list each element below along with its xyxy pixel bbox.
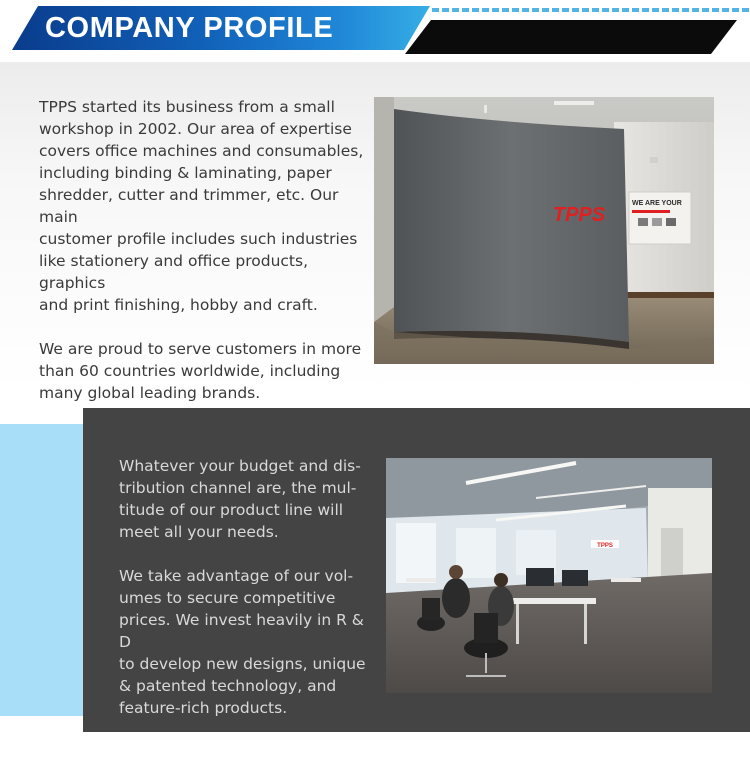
text-line: tribution channel are, the mul-: [119, 479, 357, 497]
banner-black-stripe: [405, 20, 737, 54]
lobby-photo-illustration: [374, 97, 714, 364]
intro-section: [0, 62, 750, 402]
details-text: [119, 455, 377, 719]
text-line: umes to secure competitive: [119, 589, 336, 607]
text-line: We take advantage of our vol-: [119, 567, 354, 585]
text-line: shredder, cutter and trimmer, etc. Our main: [39, 186, 339, 226]
text-line: meet all your needs.: [119, 523, 279, 541]
text-line: many global leading brands.: [39, 384, 261, 402]
office-photo: [386, 458, 712, 693]
office-wall-sign: TPPS: [597, 543, 613, 549]
text-line: prices. We invest heavily in R & D: [119, 611, 364, 651]
text-line: TPPS started its business from a small: [39, 98, 335, 116]
text-line: Whatever your budget and dis-: [119, 457, 361, 475]
text-line: covers office machines and consumables,: [39, 142, 364, 160]
text-line: We are proud to serve customers in more: [39, 340, 362, 358]
office-photo-illustration: [386, 458, 712, 693]
wall-sign-text: WE ARE YOUR: [632, 200, 682, 207]
details-paragraph-2: [119, 565, 377, 719]
text-line: like stationery and office products, graphics: [39, 252, 309, 292]
lobby-photo: [374, 97, 714, 364]
header-banner: [0, 0, 750, 62]
text-line: & patented technology, and: [119, 677, 337, 695]
wall-logo: TPPS: [552, 204, 606, 226]
text-line: workshop in 2002. Our area of expertise: [39, 120, 352, 138]
text-line: including binding & laminating, paper: [39, 164, 332, 182]
details-paragraph-1: [119, 455, 377, 543]
text-line: customer profile includes such industries: [39, 230, 358, 248]
text-line: than 60 countries worldwide, including: [39, 362, 341, 380]
text-line: to develop new designs, unique: [119, 655, 366, 673]
page-title: COMPANY PROFILE: [45, 12, 334, 44]
text-line: feature-rich products.: [119, 699, 288, 717]
intro-paragraph-2: [39, 338, 367, 404]
accent-strip: [0, 424, 83, 716]
intro-paragraph-1: [39, 96, 367, 316]
banner-dash-decoration: [432, 8, 750, 12]
text-line: titude of our product line will: [119, 501, 344, 519]
intro-text: [39, 96, 367, 404]
text-line: and print finishing, hobby and craft.: [39, 296, 318, 314]
